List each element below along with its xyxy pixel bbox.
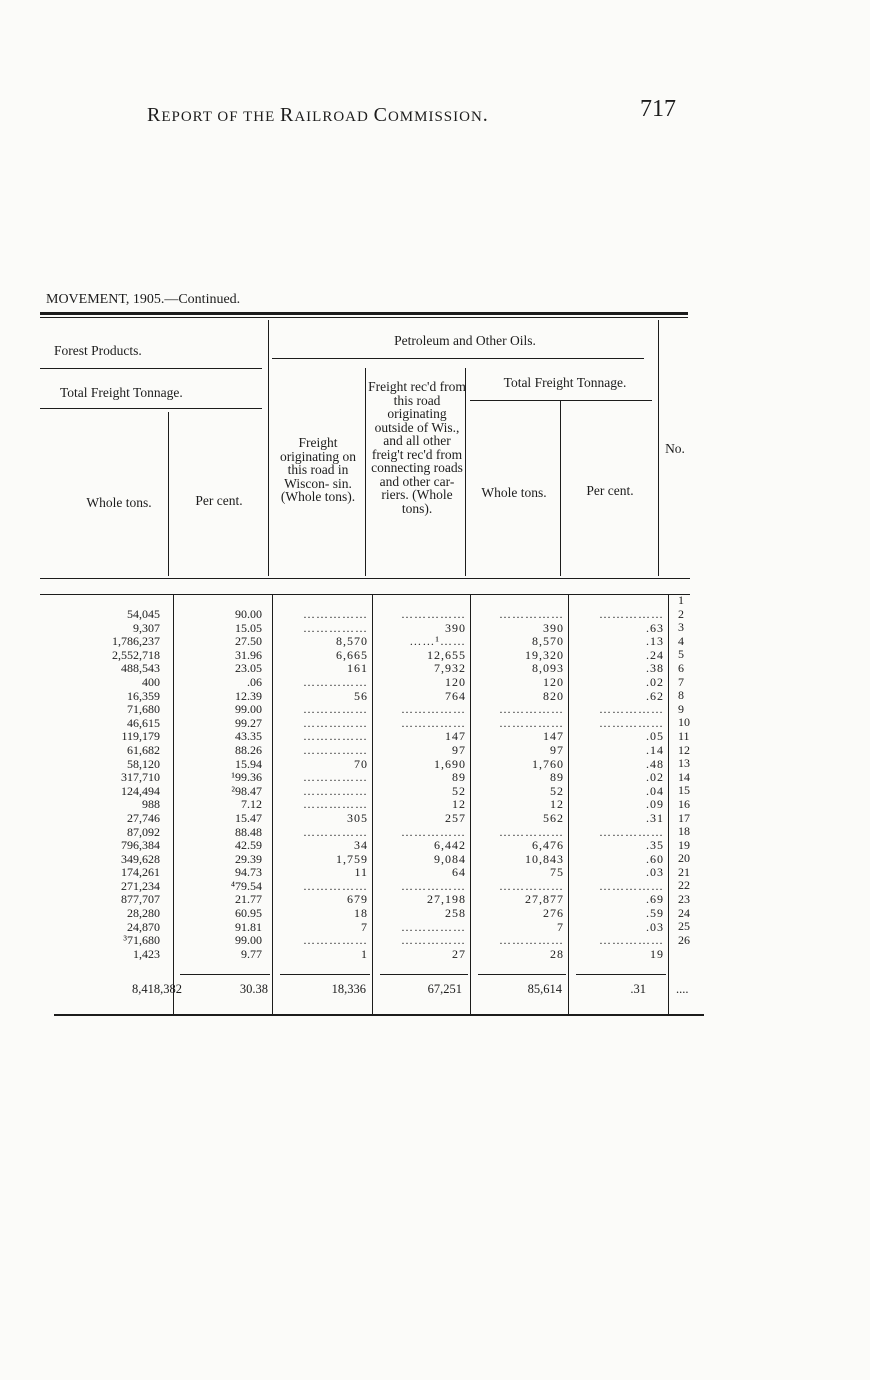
total-rule <box>380 974 468 975</box>
total-originating: 18,336 <box>331 982 366 996</box>
cell-forest-per-cent: 15.05 <box>235 620 262 635</box>
divider <box>272 594 273 1014</box>
header-total-freight-petroleum: Total Freight Tonnage. <box>503 375 627 390</box>
cell-originating: …………… <box>303 933 368 948</box>
cell-forest-whole: 27,746 <box>127 810 160 825</box>
cell-pet-per-cent: 19 <box>650 946 664 961</box>
cell-originating: …………… <box>303 607 368 621</box>
cell-pet-per-cent: .48 <box>646 756 664 771</box>
cell-originating: 18 <box>354 906 368 921</box>
cell-pet-whole: 7 <box>557 919 564 934</box>
cell-pet-per-cent: .13 <box>646 634 664 649</box>
cell-forest-per-cent: 94.73 <box>235 865 262 880</box>
column-forest-whole-tons <box>80 608 160 961</box>
cell-row-number: 17 <box>678 810 690 825</box>
cell-forest-whole: 124,494 <box>121 783 160 798</box>
table-caption: MOVEMENT, 1905.—Continued. <box>46 292 241 307</box>
cell-pet-whole: 28 <box>550 946 564 961</box>
cell-pet-whole: …………… <box>499 824 564 839</box>
column-pet-whole-tons <box>474 608 564 961</box>
cell-forest-whole: 61,682 <box>127 742 160 757</box>
cell-forest-whole: 877,707 <box>121 892 160 907</box>
rule <box>40 408 262 409</box>
cell-forest-whole: 28,280 <box>127 906 160 921</box>
header-pet-whole-tons: Whole tons. <box>481 485 547 500</box>
divider <box>173 594 174 1014</box>
cell-row-number: 9 <box>678 701 684 716</box>
cell-pet-per-cent: …………… <box>599 715 664 730</box>
cell-forest-whole: 271,234 <box>121 878 160 893</box>
bottom-rule <box>54 1014 704 1016</box>
cell-forest-per-cent: 15.47 <box>235 810 262 825</box>
total-forest-whole: 8,418,382 <box>132 982 182 996</box>
cell-received: 12,655 <box>427 647 466 662</box>
cell-forest-whole: ³71,680 <box>123 933 160 948</box>
cell-originating: …………… <box>303 797 368 812</box>
cell-pet-per-cent: …………… <box>599 878 664 893</box>
cell-originating: 56 <box>354 688 368 703</box>
cell-received: …………… <box>401 715 466 730</box>
cell-forest-per-cent: ¹99.36 <box>231 770 262 785</box>
divider <box>658 320 659 576</box>
cell-forest-whole: 9,307 <box>133 620 160 635</box>
cell-forest-whole: 46,615 <box>127 715 160 730</box>
cell-received: 257 <box>445 810 466 825</box>
cell-pet-per-cent: .62 <box>646 688 664 703</box>
cell-originating: 6,665 <box>336 647 368 662</box>
cell-pet-whole: 390 <box>543 620 564 635</box>
cell-forest-whole: 317,710 <box>121 770 160 785</box>
cell-row-number: 7 <box>678 674 684 689</box>
cell-originating: 679 <box>347 892 368 907</box>
cell-originating: 11 <box>354 865 368 880</box>
cell-forest-per-cent: 31.96 <box>235 647 262 662</box>
cell-pet-whole: …………… <box>499 607 564 621</box>
cell-pet-per-cent: …………… <box>599 607 664 621</box>
cell-row-number: 23 <box>678 892 690 907</box>
cell-forest-per-cent: .06 <box>247 674 262 689</box>
cell-pet-whole: 562 <box>543 810 564 825</box>
cell-pet-whole: 1,760 <box>532 756 564 771</box>
cell-pet-whole: 8,570 <box>532 634 564 649</box>
cell-pet-whole: 820 <box>543 688 564 703</box>
cell-received: 27,198 <box>427 892 466 907</box>
cell-received: 89 <box>452 770 466 785</box>
cell-forest-whole: 796,384 <box>121 838 160 853</box>
total-received: 67,251 <box>427 982 462 996</box>
cell-received: 52 <box>452 783 466 798</box>
cell-row-number: 19 <box>678 837 690 852</box>
cell-forest-whole: 2,552,718 <box>112 647 160 662</box>
total-rule <box>280 974 370 975</box>
cell-pet-whole: 120 <box>543 674 564 689</box>
cell-pet-per-cent: .09 <box>646 797 664 812</box>
cell-pet-whole: 147 <box>543 729 564 744</box>
cell-forest-per-cent: 29.39 <box>235 851 262 866</box>
cell-received: ……¹…… <box>409 634 466 649</box>
cell-forest-per-cent: 99.00 <box>235 933 262 948</box>
cell-received: …………… <box>401 933 466 948</box>
cell-pet-whole: …………… <box>499 715 564 730</box>
cell-row-number: 15 <box>678 783 690 798</box>
cell-originating: 34 <box>354 838 368 853</box>
top-rule-thin <box>40 317 688 318</box>
cell-pet-per-cent: .03 <box>646 865 664 880</box>
cell-pet-per-cent: .63 <box>646 620 664 635</box>
cell-row-number: 1 <box>678 593 684 607</box>
column-forest-per-cent <box>180 608 262 961</box>
cell-forest-whole: 488,543 <box>121 661 160 676</box>
rule <box>470 400 652 401</box>
cell-pet-per-cent: .60 <box>646 851 664 866</box>
page-number: 717 <box>640 96 676 122</box>
cell-originating: …………… <box>303 674 368 689</box>
cell-originating: …………… <box>303 729 368 744</box>
cell-received: 27 <box>452 946 466 961</box>
cell-row-number: 25 <box>678 919 690 934</box>
title-initial-r: R <box>147 104 162 126</box>
cell-row-number: 20 <box>678 851 690 866</box>
cell-received: 1,690 <box>434 756 466 771</box>
cell-pet-whole: 276 <box>543 906 564 921</box>
cell-pet-whole: 19,320 <box>525 647 564 662</box>
cell-pet-whole: …………… <box>499 933 564 948</box>
cell-pet-per-cent: .04 <box>646 783 664 798</box>
cell-forest-per-cent: ²98.47 <box>231 783 262 798</box>
cell-row-number: 12 <box>678 742 690 757</box>
cell-row-number: 11 <box>678 728 690 743</box>
cell-row-number: 26 <box>678 932 690 947</box>
cell-forest-per-cent: 9.77 <box>241 946 262 961</box>
cell-forest-whole: 87,092 <box>127 824 160 839</box>
cell-originating: …………… <box>303 715 368 730</box>
cell-pet-whole: 12 <box>550 797 564 812</box>
cell-forest-whole: 1,423 <box>133 946 160 961</box>
cell-received: …………… <box>401 878 466 893</box>
cell-forest-per-cent: 21.77 <box>235 892 262 907</box>
cell-forest-per-cent: 15.94 <box>235 756 262 771</box>
divider <box>568 594 569 1014</box>
cell-row-number: 6 <box>678 660 684 675</box>
cell-forest-per-cent: 88.48 <box>235 824 262 839</box>
cell-row-number: 10 <box>678 715 690 730</box>
divider <box>268 320 269 576</box>
title-initial-r: R <box>280 104 295 126</box>
cell-forest-whole: 71,680 <box>127 702 160 717</box>
title-part: . <box>482 104 489 126</box>
cell-originating: …………… <box>303 824 368 839</box>
header-no: No. <box>665 441 685 456</box>
cell-forest-whole: 119,179 <box>121 729 160 744</box>
cell-forest-whole: 58,120 <box>127 756 160 771</box>
cell-originating: 305 <box>347 810 368 825</box>
cell-row-number: 24 <box>678 905 690 920</box>
header-forest-products: Forest Products. <box>54 343 142 358</box>
cell-row-number: 3 <box>678 620 684 635</box>
body-top-rule <box>40 594 690 595</box>
header-whole-tons: Whole tons. <box>86 495 152 510</box>
cell-row-number: 2 <box>678 606 684 621</box>
cell-received: 390 <box>445 620 466 635</box>
cell-forest-whole: 54,045 <box>127 607 160 621</box>
header-total-freight-forest: Total Freight Tonnage. <box>60 385 183 400</box>
total-no: .... <box>676 982 689 996</box>
cell-received: …………… <box>401 824 466 839</box>
cell-forest-per-cent: 12.39 <box>235 688 262 703</box>
cell-received: 6,442 <box>434 838 466 853</box>
cell-originating: 7 <box>361 919 368 934</box>
column-originating <box>276 608 368 961</box>
divider <box>168 412 169 576</box>
cell-forest-per-cent: 88.26 <box>235 742 262 757</box>
cell-pet-whole: 75 <box>550 865 564 880</box>
column-row-numbers <box>678 594 698 947</box>
cell-row-number: 21 <box>678 864 690 879</box>
column-pet-per-cent <box>572 608 664 961</box>
cell-forest-per-cent: 43.35 <box>235 729 262 744</box>
cell-row-number: 18 <box>678 824 690 839</box>
cell-forest-per-cent: 91.81 <box>235 919 262 934</box>
cell-originating: 161 <box>347 661 368 676</box>
header-bottom-rule <box>40 578 690 579</box>
cell-originating: 1,759 <box>336 851 368 866</box>
cell-pet-whole: …………… <box>499 878 564 893</box>
cell-pet-per-cent: .02 <box>646 674 664 689</box>
header-per-cent: Per cent. <box>195 493 243 508</box>
cell-received: 120 <box>445 674 466 689</box>
cell-forest-per-cent: 7.12 <box>241 797 262 812</box>
cell-forest-whole: 988 <box>142 797 160 812</box>
cell-pet-per-cent: .31 <box>646 810 664 825</box>
cell-forest-per-cent: 42.59 <box>235 838 262 853</box>
cell-pet-per-cent: …………… <box>599 824 664 839</box>
cell-pet-per-cent: .38 <box>646 661 664 676</box>
cell-row-number: 4 <box>678 633 684 648</box>
column-received <box>376 608 466 961</box>
cell-forest-whole: 174,261 <box>121 865 160 880</box>
cell-pet-whole: 6,476 <box>532 838 564 853</box>
cell-originating: …………… <box>303 770 368 785</box>
cell-originating: …………… <box>303 783 368 798</box>
total-rule <box>478 974 566 975</box>
cell-received: 147 <box>445 729 466 744</box>
cell-received: 7,932 <box>434 661 466 676</box>
cell-row-number: 13 <box>678 756 690 771</box>
total-forest-per-cent: 30.38 <box>239 982 268 996</box>
cell-pet-whole: 27,877 <box>525 892 564 907</box>
cell-pet-per-cent: .35 <box>646 838 664 853</box>
running-head <box>147 104 489 127</box>
cell-received: …………… <box>401 919 466 934</box>
cell-row-number: 8 <box>678 688 684 703</box>
header-freight-originating: Freight originating on this road in Wiscon- sin. (Whole tons). <box>279 435 357 504</box>
cell-pet-whole: …………… <box>499 702 564 717</box>
cell-forest-whole: 1,786,237 <box>112 634 160 649</box>
cell-forest-per-cent: 99.00 <box>235 702 262 717</box>
cell-originating: 8,570 <box>336 634 368 649</box>
cell-forest-per-cent: 23.05 <box>235 661 262 676</box>
cell-originating: …………… <box>303 742 368 757</box>
cell-forest-per-cent: ⁴79.54 <box>230 878 262 893</box>
cell-pet-whole: 8,093 <box>532 661 564 676</box>
divider <box>668 594 669 1014</box>
divider <box>372 594 373 1014</box>
cell-pet-whole: 52 <box>550 783 564 798</box>
cell-originating: …………… <box>303 878 368 893</box>
cell-received: …………… <box>401 607 466 621</box>
total-rule <box>576 974 666 975</box>
cell-received: 258 <box>445 906 466 921</box>
cell-received: 97 <box>452 742 466 757</box>
cell-received: …………… <box>401 702 466 717</box>
rule <box>40 368 262 369</box>
total-rule <box>180 974 270 975</box>
title-part: AILROAD <box>294 109 374 125</box>
cell-pet-per-cent: .02 <box>646 770 664 785</box>
cell-pet-whole: 97 <box>550 742 564 757</box>
cell-pet-per-cent: .69 <box>646 892 664 907</box>
cell-forest-whole: 400 <box>142 674 160 689</box>
cell-forest-per-cent: 90.00 <box>235 607 262 621</box>
header-petroleum: Petroleum and Other Oils. <box>394 333 536 348</box>
divider <box>470 594 471 1014</box>
cell-pet-whole: 89 <box>550 770 564 785</box>
title-initial-c: C <box>373 104 388 126</box>
cell-received: 12 <box>452 797 466 812</box>
cell-pet-per-cent: …………… <box>599 702 664 717</box>
cell-pet-per-cent: .03 <box>646 919 664 934</box>
top-rule <box>40 312 688 315</box>
cell-pet-per-cent: .24 <box>646 647 664 662</box>
cell-row-number: 16 <box>678 796 690 811</box>
cell-received: 764 <box>445 688 466 703</box>
cell-row-number: 22 <box>678 878 690 893</box>
cell-received: 64 <box>452 865 466 880</box>
cell-forest-per-cent: 27.50 <box>235 634 262 649</box>
cell-pet-whole: 10,843 <box>525 851 564 866</box>
cell-forest-whole: 16,359 <box>127 688 160 703</box>
cell-pet-per-cent: .59 <box>646 906 664 921</box>
cell-forest-whole: 24,870 <box>127 919 160 934</box>
title-part: OMMISSION <box>387 109 483 125</box>
cell-row-number: 5 <box>678 647 684 662</box>
header-pet-per-cent: Per cent. <box>586 483 634 498</box>
rule <box>272 358 644 359</box>
cell-originating: 70 <box>354 756 368 771</box>
header-freight-received: Freight rec'd from this road originating outside of Wis., and all other freig't rec'd from connecting roads and other car- riers. (Whole tons). <box>368 379 466 516</box>
cell-pet-per-cent: …………… <box>599 933 664 948</box>
total-pet-per-cent: .31 <box>630 982 646 996</box>
cell-row-number: 14 <box>678 769 690 784</box>
total-pet-whole: 85,614 <box>527 982 562 996</box>
cell-originating: 1 <box>361 946 368 961</box>
cell-forest-per-cent: 99.27 <box>235 715 262 730</box>
cell-originating: …………… <box>303 620 368 635</box>
cell-pet-per-cent: .14 <box>646 742 664 757</box>
cell-pet-per-cent: .05 <box>646 729 664 744</box>
cell-forest-whole: 349,628 <box>121 851 160 866</box>
cell-originating: …………… <box>303 702 368 717</box>
cell-received: 9,084 <box>434 851 466 866</box>
title-part: EPORT OF THE <box>161 109 280 125</box>
cell-forest-per-cent: 60.95 <box>235 906 262 921</box>
